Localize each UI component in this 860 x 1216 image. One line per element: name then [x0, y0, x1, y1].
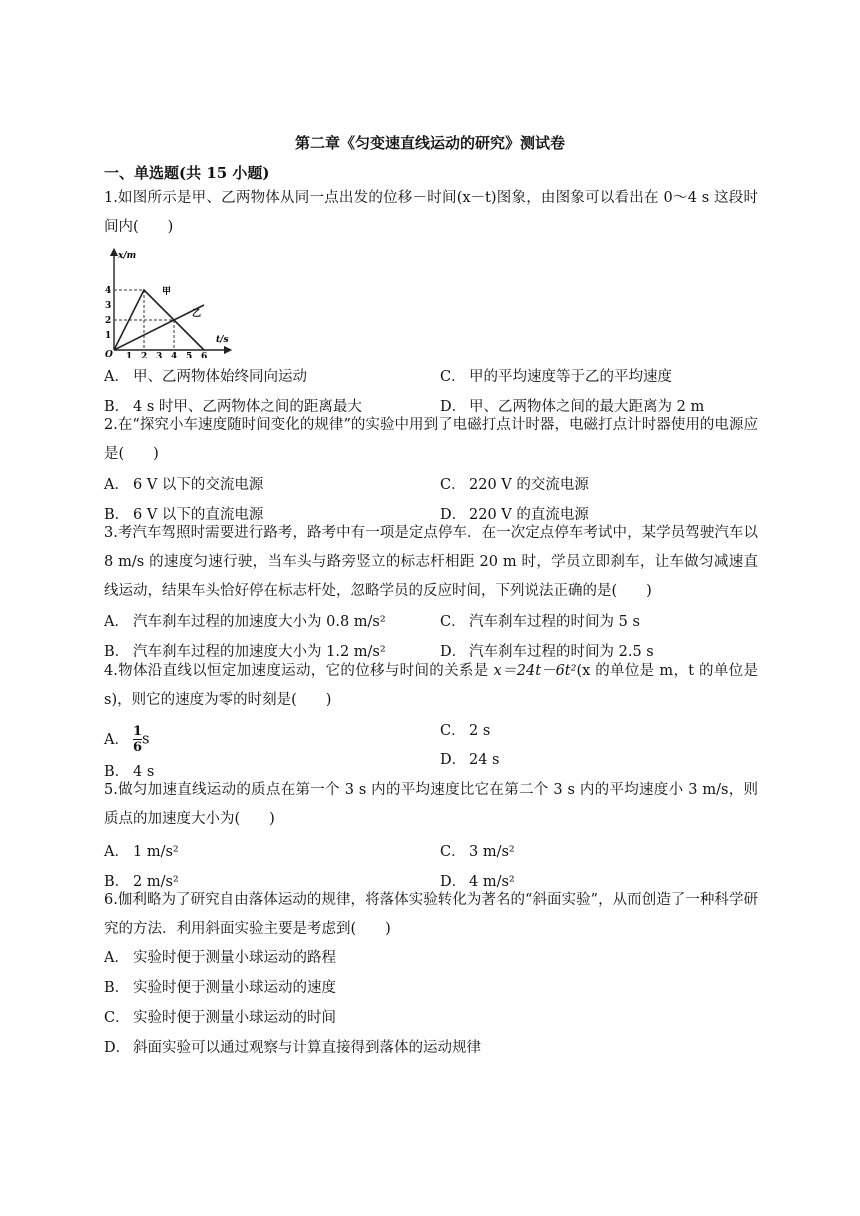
q6-option-b[interactable]: B． 实验时便于测量小球运动的速度: [104, 980, 336, 996]
q4-option-d[interactable]: D． 24 s: [440, 752, 500, 768]
x-tick-label: 3: [156, 352, 163, 358]
question-2-stem: 2.在“探究小车速度随时间变化的规律”的实验中用到了电磁打点计时器，电磁打点计时器使用的电源应是( ): [104, 417, 758, 462]
q5-option-b[interactable]: B． 2 m/s²: [104, 874, 179, 890]
q5-option-c[interactable]: C． 3 m/s²: [440, 844, 515, 860]
x-tick-label: 4: [171, 352, 178, 358]
q5-option-d[interactable]: D． 4 m/s²: [440, 874, 515, 890]
q6-option-d[interactable]: D． 斜面实验可以通过观察与计算直接得到落体的运动规律: [104, 1040, 481, 1056]
x-tick-label: 6: [201, 352, 208, 358]
q4-option-b[interactable]: B． 4 s: [104, 764, 155, 780]
origin-label: O: [105, 350, 113, 358]
q6-option-a[interactable]: A． 实验时便于测量小球运动的路程: [104, 950, 336, 966]
q1-option-b[interactable]: B． 4 s 时甲、乙两物体之间的距离最大: [104, 399, 362, 415]
q3-option-d[interactable]: D． 汽车刹车过程的时间为 2.5 s: [440, 644, 654, 660]
xt-graph: [104, 246, 234, 358]
x-tick-label: 5: [186, 352, 193, 358]
question-6-stem: 6.伽利略为了研究自由落体运动的规律，将落体实验转化为著名的“斜面实验”，从而创造了一种科学研究的方法．利用斜面实验主要是考虑到( ): [104, 892, 758, 937]
y-tick-label: 1: [105, 331, 112, 341]
x-tick-labels: [126, 352, 207, 358]
y-tick-label: 4: [105, 286, 112, 296]
fraction-one-sixth: $\frac{1}{6}$: [133, 724, 143, 755]
q4-option-a[interactable]: A． $\frac{1}{6}$ s: [104, 724, 150, 755]
series-label-yi: 乙: [192, 309, 202, 319]
q3-option-a[interactable]: A． 汽车刹车过程的加速度大小为 0.8 m/s²: [104, 614, 386, 630]
y-tick-labels: [105, 286, 111, 341]
q2-option-b[interactable]: B． 6 V 以下的直流电源: [104, 507, 264, 523]
y-tick-label: 3: [105, 301, 112, 311]
q3-option-c[interactable]: C． 汽车刹车过程的时间为 5 s: [440, 614, 640, 630]
q4-option-c[interactable]: C． 2 s: [440, 723, 491, 739]
x-tick-label: 2: [141, 352, 148, 358]
question-5-stem: 5.做匀加速直线运动的质点在第一个 3 s 内的平均速度比它在第二个 3 s 内的平均速度小 3 m/s，则质点的加速度大小为( ): [104, 782, 758, 827]
series-label-jia: 甲: [162, 287, 172, 297]
q5-option-a[interactable]: A． 1 m/s²: [104, 844, 179, 860]
q3-option-b[interactable]: B． 汽车刹车过程的加速度大小为 1.2 m/s²: [104, 644, 386, 660]
y-tick-label: 2: [105, 316, 112, 326]
q2-option-a[interactable]: A． 6 V 以下的交流电源: [104, 477, 264, 493]
y-axis-label: x/m: [118, 251, 137, 261]
q2-option-d[interactable]: D． 220 V 的直流电源: [440, 507, 589, 523]
question-3-stem: 3.考汽车驾照时需要进行路考，路考中有一项是定点停车．在一次定点停车考试中，某学员驾驶汽车以 8 m/s 的速度匀速行驶，当车头与路旁竖立的标志杆相距 20 m 时，学员立即刹车，让车做匀减速直线运动，结果车头恰好停在标志杆处，忽略学员的反应时间，下列说法正确的是( ): [104, 525, 758, 599]
series-line-yi: [114, 305, 204, 350]
q1-option-a[interactable]: A． 甲、乙两物体始终同向运动: [104, 369, 307, 385]
section-heading: 一、单选题(共 15 小题): [104, 164, 270, 182]
question-4-stem: 4.物体沿直线以恒定加速度运动，它的位移与时间的关系是 x＝24t－6t²(x 的单位是 m，t 的单位是 s)，则它的速度为零的时刻是( ): [104, 663, 758, 708]
q2-option-c[interactable]: C． 220 V 的交流电源: [440, 477, 589, 493]
page-title: 第二章《匀变速直线运动的研究》测试卷: [294, 134, 565, 152]
q1-option-c[interactable]: C． 甲的平均速度等于乙的平均速度: [440, 369, 672, 385]
x-axis-label: t/s: [216, 335, 229, 345]
question-1-stem: 1.如图所示是甲、乙两物体从同一点出发的位移－时间(x－t)图象，由图象可以看出在 0～4 s 这段时间内( ): [104, 190, 758, 235]
x-tick-label: 1: [126, 352, 133, 358]
q6-option-c[interactable]: C． 实验时便于测量小球运动的时间: [104, 1010, 336, 1026]
q1-option-d[interactable]: D． 甲、乙两物体之间的最大距离为 2 m: [440, 399, 705, 415]
dashed-guides: [114, 290, 174, 350]
displacement-equation: x＝24t－6t²: [493, 663, 577, 679]
